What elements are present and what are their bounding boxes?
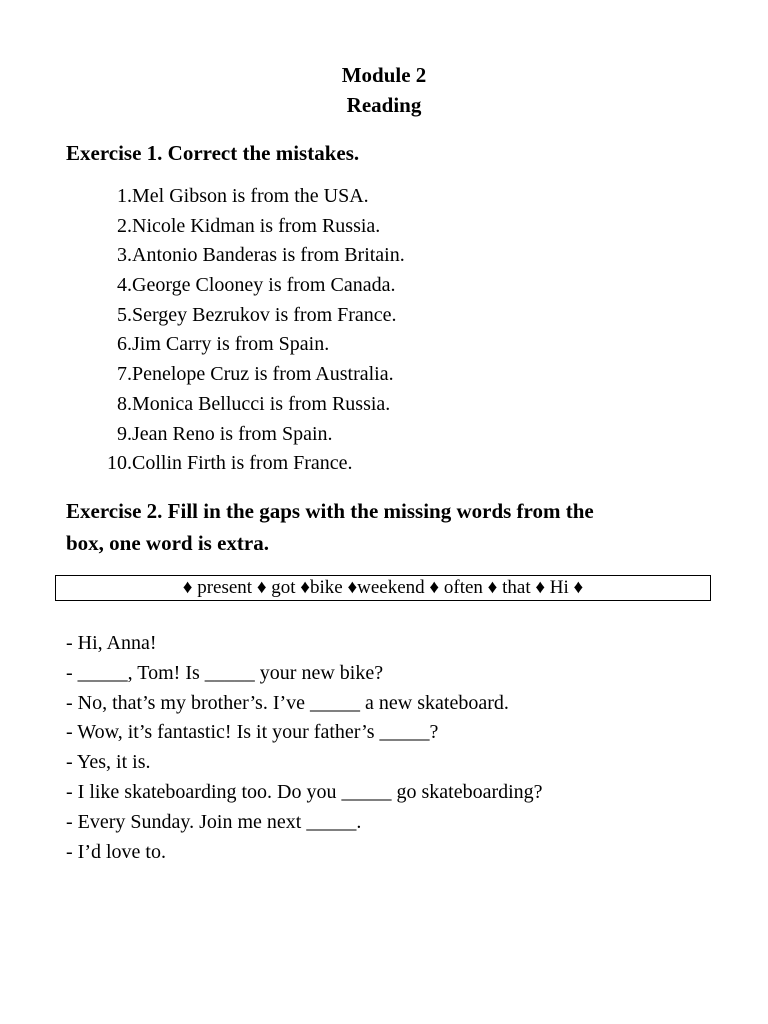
- list-item: [96, 390, 405, 420]
- list-item: [96, 271, 405, 301]
- section-title: Reading: [346, 93, 422, 117]
- item-text: Monica Bellucci is from Russia.: [132, 392, 391, 415]
- dialogue-line: - _____, Tom! Is _____ your new bike?: [66, 661, 384, 684]
- item-text: George Clooney is from Canada.: [132, 274, 396, 297]
- mistakes-list: [96, 182, 405, 479]
- list-item: [96, 330, 405, 360]
- dialogue-line: - I’d love to.: [66, 840, 166, 863]
- item-number: 3.: [117, 244, 132, 267]
- item-number: 7.: [117, 363, 132, 386]
- item-text: Penelope Cruz is from Australia.: [132, 363, 394, 386]
- item-number: 5.: [117, 303, 132, 326]
- dialogue-line: - Hi, Anna!: [66, 632, 157, 654]
- list-item: [96, 420, 405, 450]
- list-item: [96, 301, 405, 331]
- item-number: 9.: [117, 422, 132, 445]
- dialogue: [66, 629, 543, 867]
- item-text: Jean Reno is from Spain.: [132, 422, 333, 445]
- list-item: [96, 360, 405, 390]
- item-number: 1.: [117, 185, 132, 207]
- item-text: Jim Carry is from Spain.: [132, 333, 330, 356]
- item-text: Antonio Banderas is from Britain.: [132, 244, 405, 267]
- item-number: 6.: [117, 333, 132, 356]
- item-number: 4.: [117, 274, 132, 297]
- list-item: [96, 241, 405, 271]
- item-text: Sergey Bezrukov is from France.: [132, 303, 397, 326]
- item-text: Mel Gibson is from the USA.: [132, 185, 369, 207]
- exercise2-heading-line2: box, one word is extra.: [66, 531, 269, 555]
- item-text: Nicole Kidman is from Russia.: [132, 214, 381, 237]
- exercise1-heading: Exercise 1. Correct the mistakes.: [66, 141, 360, 165]
- item-text: Collin Firth is from France.: [132, 452, 353, 475]
- list-item: [96, 212, 405, 242]
- item-number: 2.: [117, 214, 132, 237]
- word-box-text: ♦ present ♦ got ♦bike ♦weekend ♦ often ♦ that ♦ Hi ♦: [182, 577, 584, 598]
- item-number: 10.: [107, 452, 132, 475]
- dialogue-line: - Wow, it’s fantastic! Is it your father’s _____?: [66, 721, 439, 744]
- list-item: [96, 449, 405, 479]
- list-item: [96, 182, 405, 212]
- item-number: 8.: [117, 392, 132, 415]
- dialogue-line: - I like skateboarding too. Do you _____ go skateboarding?: [66, 780, 543, 803]
- exercise2-heading-line1: Exercise 2. Fill in the gaps with the missing words from the: [66, 499, 594, 523]
- dialogue-line: - Yes, it is.: [66, 751, 151, 774]
- dialogue-line: - No, that’s my brother’s. I’ve _____ a new skateboard.: [66, 691, 509, 714]
- word-box: [55, 575, 711, 601]
- title-block: [0, 60, 768, 120]
- module-title: Module 2: [341, 63, 427, 87]
- dialogue-line: - Every Sunday. Join me next _____.: [66, 810, 362, 833]
- exercise2-heading: [66, 495, 706, 559]
